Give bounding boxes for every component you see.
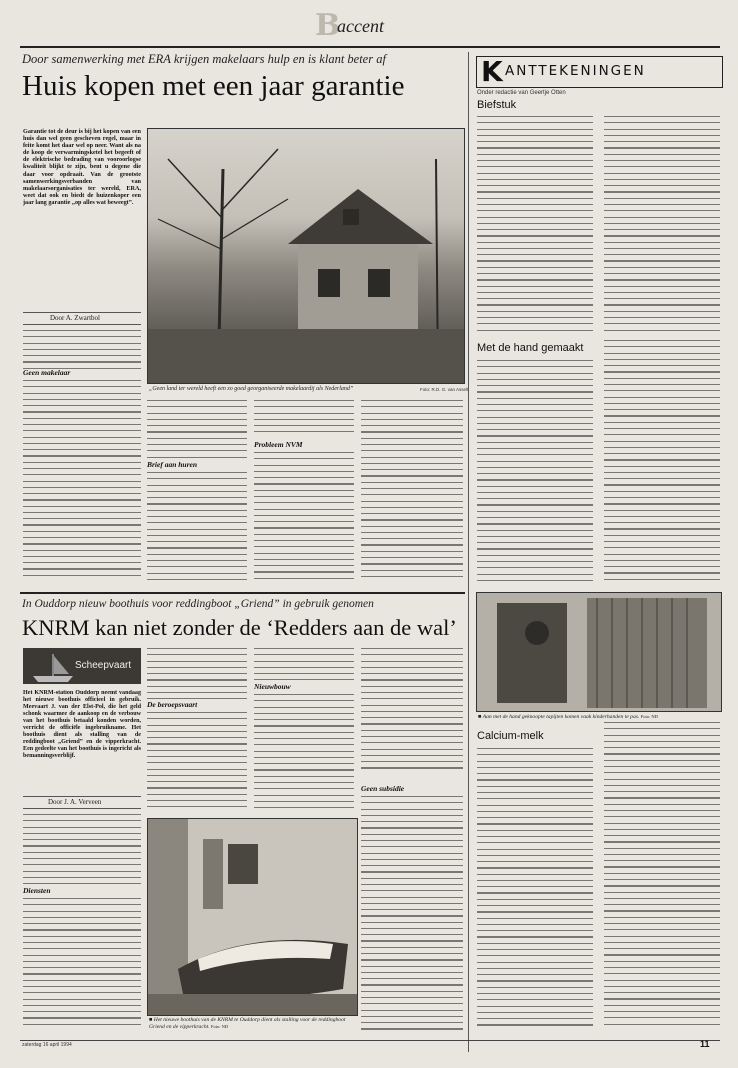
rule [23, 312, 141, 313]
caption-bullet: ■ [478, 714, 483, 720]
article2-subhead-nieuwbouw: Nieuwbouw [254, 682, 291, 691]
article2-body-col1b [23, 898, 141, 1034]
article1-body-col4 [361, 400, 463, 588]
article2-subhead-beroepsvaart: De beroepsvaart [147, 700, 198, 709]
rule [23, 796, 141, 797]
article1-byline: Door A. Zwartbol [50, 314, 100, 322]
article1-body-col3 [254, 400, 354, 432]
article1-subhead-nvm: Probleem NVM [254, 440, 303, 449]
article-divider [20, 592, 465, 594]
article1-body-col1b [23, 380, 141, 586]
kanttekeningen-logo [476, 56, 723, 88]
article2-body-col1 [23, 814, 141, 884]
section-logo-letter: B [315, 8, 341, 43]
rule [23, 808, 141, 809]
tapijt-caption-text: Aan met de hand geknoopte tapijten komen vaak kinderhanden te pas. [482, 714, 640, 720]
article1-body-col2 [147, 400, 247, 458]
footer-rule [20, 1040, 720, 1041]
article1-body-col2b [147, 472, 247, 588]
house-illustration [148, 129, 464, 383]
caption-bullet: ■ [149, 1017, 154, 1023]
article2-body-col2 [147, 648, 247, 700]
article2-lead: Het KNRM-station Ouddorp neemt vandaag het nieuwe boothuis officieel in gebruik. Meevaart J. van der Elst-Pol, die het geld schonk waarmee de aankoop en de verbouw van het boothuis betaald konden worden, verricht de officiële ingebruikname. Het boothuis dient als stalling van de reddingboot „Griend” en de vipperkracht. Een gedeelte van het boothuis is ingericht als bemanningsverblijf. [23, 690, 141, 759]
footer-date: zaterdag 16 april 1994 [22, 1042, 72, 1048]
biefstuk-col1 [477, 116, 593, 338]
article2-body-col2b [147, 712, 247, 814]
article1-photo-caption: „Geen land ter wereld heeft een zo goed georganiseerde makelaardij als Nederland” [149, 386, 354, 392]
carpet-weaving-illustration [477, 593, 721, 711]
section-logo [315, 8, 425, 43]
tapijt-photo-caption [478, 713, 718, 721]
hand-col1 [477, 360, 593, 586]
kanttekeningen-logo-text: ANTTEKENINGEN [505, 63, 646, 79]
tapijt-photo [476, 592, 722, 712]
article2-headline: KNRM kan niet zonder de ‘Redders aan de wal’ [22, 615, 457, 640]
boathouse-photo-caption [149, 1017, 355, 1030]
article2-byline: Door J. A. Verveen [48, 798, 102, 806]
article1-lead: Garantie tot de deur is bij het kopen van een huis dan wel geen gescheven regel, maar in feite komt het daar wel op neer. Want als na de koop de verwarmingsketel het begeeft of de elektrische bedrading van vooroorlogse kwaliteit blijkt te zijn, bent u degene die daar voor opdraait. Van de grootste samenwerkingsverbanden van makelaarsorganisaties ter wereld, ERA, weet dat ook en biedt de huizenkoper een jaar lang garantie „op alles wat beweegt”. [23, 128, 141, 206]
article2-subhead-geen-subsidie: Geen subsidie [361, 784, 405, 793]
article1-subhead-geen-makelaar: Geen makelaar [23, 368, 71, 377]
kanttekeningen-section-biefstuk: Biefstuk [477, 99, 517, 111]
masthead-rule [20, 46, 720, 48]
scheepvaart-badge-label: Scheepvaart [75, 660, 132, 671]
kanttekeningen-section-hand: Met de hand gemaakt [477, 342, 584, 354]
article2-body-col3 [254, 648, 354, 680]
rule [23, 324, 141, 325]
article1-subhead-brief: Brief aan huren [147, 460, 198, 469]
article2-subhead-diensten: Diensten [23, 886, 51, 895]
kanttekeningen-section-calcium: Calcium-melk [477, 730, 544, 742]
boathouse-caption-text: Het nieuwe boothuis van de KNRM te Ouddorp dient als stalling voor de reddingboot Griend en de vipperkracht. [149, 1017, 346, 1030]
article2-body-col4b [361, 796, 463, 1036]
kanttekeningen-editor: Onder redactie van Geertje Otten [477, 90, 566, 96]
article1-kicker: Door samenwerking met ERA krijgen makelaars hulp en is klant beter af [22, 52, 386, 66]
boathouse-photo [147, 818, 358, 1016]
hand-col2 [604, 340, 720, 586]
article2-body-col4 [361, 648, 463, 778]
calcium-col1 [477, 748, 593, 1038]
scheepvaart-badge [23, 648, 141, 684]
article1-body-col3b [254, 452, 354, 588]
tapijt-photo-credit: Foto: ND [640, 714, 658, 719]
article1-house-photo [147, 128, 465, 384]
lifeboat-illustration [148, 819, 357, 1015]
article1-body-col1 [23, 330, 141, 372]
column-divider [468, 52, 469, 1052]
article1-photo-credit: Foto: R.D. G. van Asselt [420, 387, 469, 392]
footer-page-number: 11 [700, 1039, 710, 1049]
boathouse-photo-credit: Foto: ND [211, 1023, 229, 1029]
biefstuk-col2 [604, 116, 720, 338]
article2-kicker: In Ouddorp nieuw boothuis voor reddingboot „Griend” in gebruik genomen [22, 598, 374, 610]
calcium-col2 [604, 722, 720, 1038]
article1-headline: Huis kopen met een jaar garantie [22, 70, 405, 102]
article2-body-col3b [254, 694, 354, 814]
kanttekeningen-logo-k: K [481, 55, 503, 88]
section-logo-word: accent [337, 16, 384, 36]
